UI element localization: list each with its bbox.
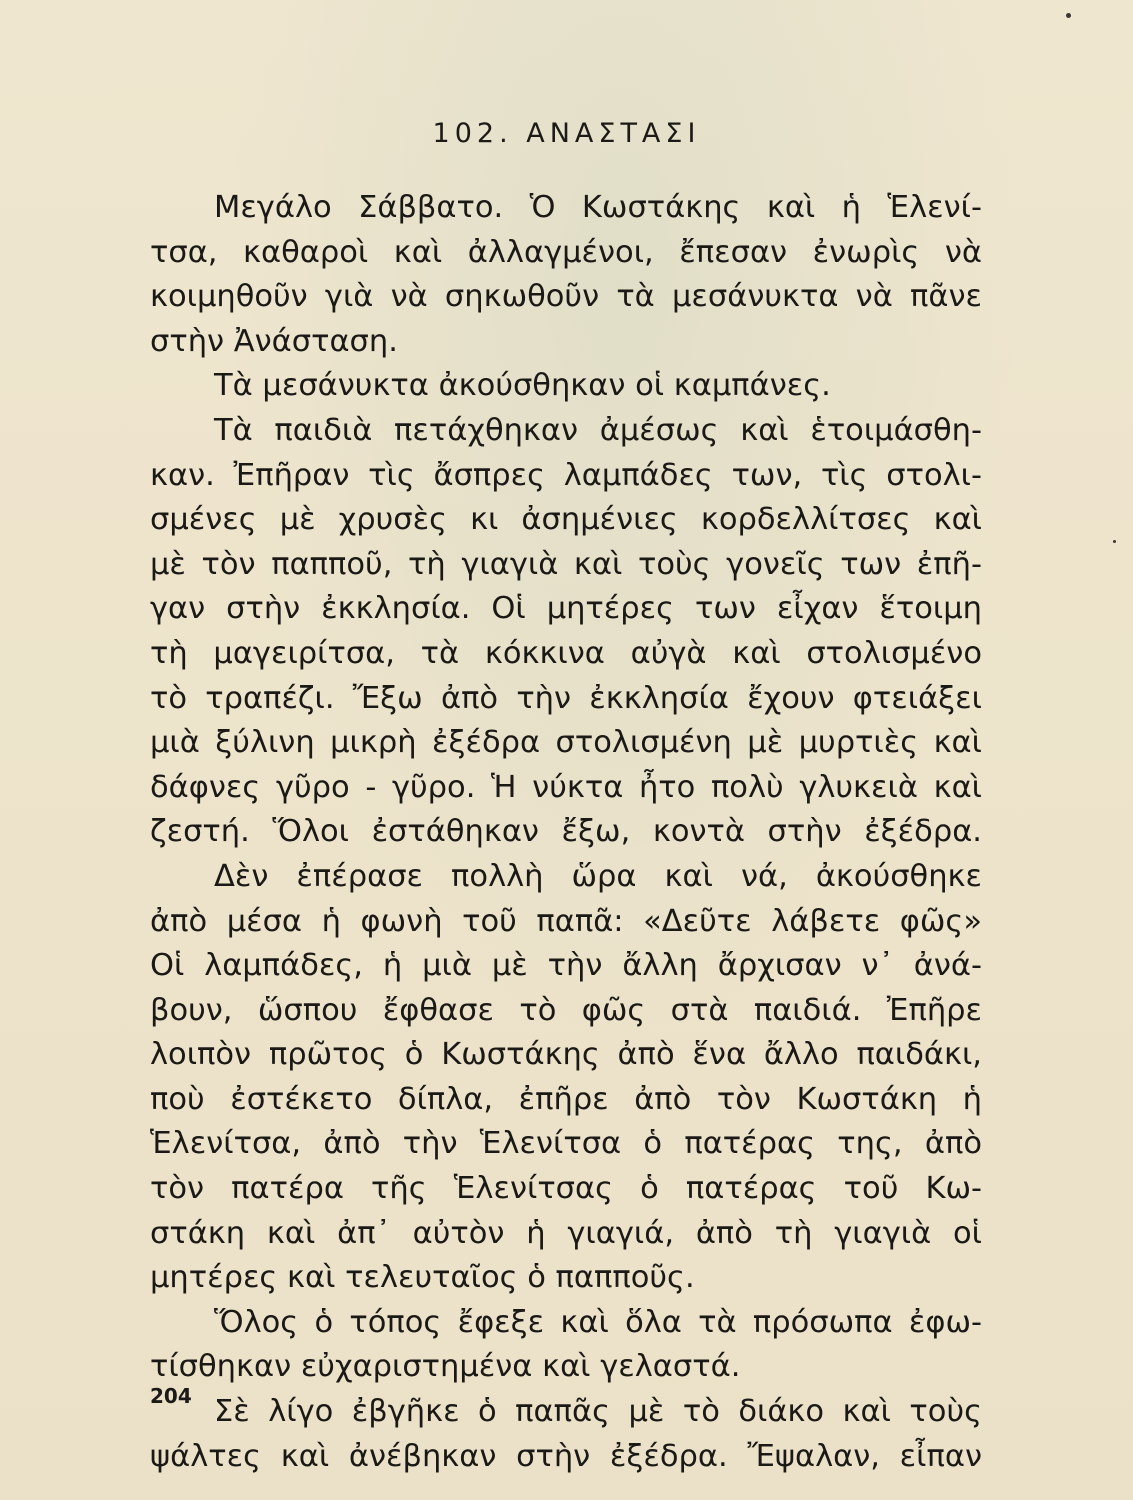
text-line: ζεστή. Ὅλοι ἐστάθηκαν ἔξω, κοντὰ στὴν ἐξέδρα. xyxy=(150,814,982,850)
text-line: δάφνες γῦρο - γῦρο. Ἡ νύκτα ἦτο πολὺ γλυκειὰ καὶ xyxy=(150,769,982,805)
text-line: τὸν πατέρα τῆς Ἑλενίτσας ὁ πατέρας τοῦ Κω- xyxy=(150,1171,982,1207)
text-line: λοιπὸν πρῶτος ὁ Κωστάκης ἀπὸ ἕνα ἄλλο παιδάκι, xyxy=(150,1037,982,1073)
ink-speck xyxy=(1113,540,1116,543)
text-line: γαν στὴν ἐκκλησία. Οἱ μητέρες των εἶχαν ἕτοιμη xyxy=(150,591,982,627)
text-line: Ὅλος ὁ τόπος ἔφεξε καὶ ὅλα τὰ πρόσωπα ἐφω- xyxy=(214,1304,982,1340)
text-line: μὲ τὸν παπποῦ, τὴ γιαγιὰ καὶ τοὺς γονεῖς των ἐπῆ- xyxy=(150,546,982,582)
text-line: τὸ τραπέζι. Ἔξω ἀπὸ τὴν ἐκκλησία ἔχουν φτειάξει xyxy=(150,680,982,716)
body-text xyxy=(150,186,982,1479)
text-line: Τὰ μεσάνυκτα ἀκούσθηκαν οἱ καμπάνες. xyxy=(214,368,831,404)
text-line: σμένες μὲ χρυσὲς κι ἀσημένιες κορδελλίτσες καὶ xyxy=(150,502,982,538)
text-line: Ἑλενίτσα, ἀπὸ τὴν Ἑλενίτσα ὁ πατέρας της, ἀπὸ xyxy=(150,1126,982,1162)
text-line: κοιμηθοῦν γιὰ νὰ σηκωθοῦν τὰ μεσάνυκτα νὰ πᾶνε xyxy=(150,279,982,315)
text-line: μιὰ ξύλινη μικρὴ ἐξέδρα στολισμένη μὲ μυρτιὲς καὶ xyxy=(150,725,982,761)
text-line: μητέρες καὶ τελευταῖος ὁ παπποῦς. xyxy=(150,1260,695,1296)
text-line: τίσθηκαν εὐχαριστημένα καὶ γελαστά. xyxy=(150,1349,741,1385)
text-line: Σὲ λίγο ἐβγῆκε ὁ παπᾶς μὲ τὸ διάκο καὶ τοὺς xyxy=(214,1394,982,1430)
text-line: τσα, καθαροὶ καὶ ἀλλαγμένοι, ἔπεσαν ἐνωρὶς νὰ xyxy=(150,234,982,270)
text-line: στάκη καὶ ἀπ᾽ αὐτὸν ἡ γιαγιά, ἀπὸ τὴ γιαγιὰ οἱ xyxy=(150,1215,982,1251)
text-line: τὴ μαγειρίτσα, τὰ κόκκινα αὐγὰ καὶ στολισμένο xyxy=(150,635,982,671)
text-line: Τὰ παιδιὰ πετάχθηκαν ἀμέσως καὶ ἑτοιμάσθη- xyxy=(214,412,982,448)
text-line: ποὺ ἐστέκετο δίπλα, ἐπῆρε ἀπὸ τὸν Κωστάκη ἡ xyxy=(150,1081,982,1117)
page-number: 204 xyxy=(150,1384,192,1408)
text-line: Μεγάλο Σάββατο. Ὁ Κωστάκης καὶ ἡ Ἑλενί- xyxy=(214,190,982,225)
text-line: στὴν Ἀνάσταση. xyxy=(150,323,398,359)
text-line: ἀπὸ μέσα ἡ φωνὴ τοῦ παπᾶ: «Δεῦτε λάβετε φῶς» xyxy=(150,903,982,939)
text-line: Οἱ λαμπάδες, ἡ μιὰ μὲ τὴν ἄλλη ἄρχισαν ν᾽ ἀνά- xyxy=(150,948,982,984)
text-line: ψάλτες καὶ ἀνέβηκαν στὴν ἐξέδρα. Ἔψαλαν, εἶπαν xyxy=(150,1438,982,1474)
chapter-title: 102. ΑΝΑΣΤΑΣΙ xyxy=(432,118,701,149)
ink-speck xyxy=(1066,13,1071,18)
text-line: Δὲν ἐπέρασε πολλὴ ὥρα καὶ νά, ἀκούσθηκε xyxy=(214,858,982,894)
text-line: βουν, ὥσπου ἔφθασε τὸ φῶς στὰ παιδιά. Ἐπῆρε xyxy=(150,992,982,1028)
text-line: καν. Ἐπῆραν τὶς ἄσπρες λαμπάδες των, τὶς στολι- xyxy=(150,457,982,493)
